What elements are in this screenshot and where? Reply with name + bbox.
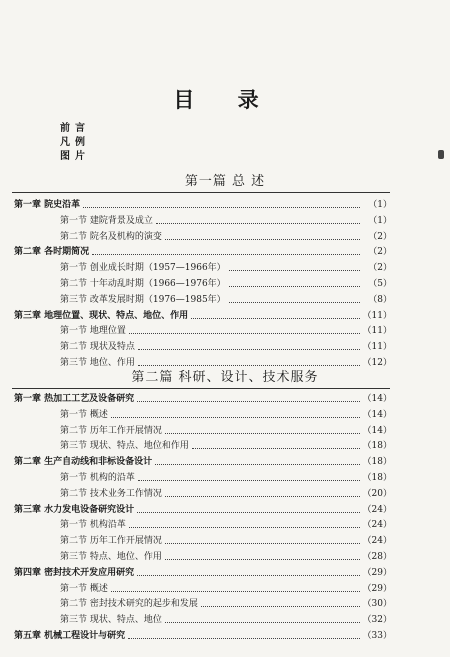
dot-leader [129, 332, 372, 334]
toc-section-row [0, 550, 450, 564]
toc-page-number: （2） [360, 230, 392, 244]
toc-page-number: （12） [360, 356, 392, 370]
toc-page-number: （18） [360, 439, 392, 453]
toc-page-number: （28） [360, 550, 392, 564]
dot-leader [129, 526, 372, 528]
dot-leader [165, 621, 372, 623]
toc-entry-label: 第三节 现状、特点、地位和作用 [60, 439, 192, 453]
dot-leader [128, 637, 372, 639]
front-matter-preface: 前言 [60, 123, 90, 134]
toc-entry-label: 第一节 概述 [60, 582, 111, 596]
toc-entry-label: 第一节 机构沿革 [60, 518, 129, 532]
toc-entry-label: 第二节 十年动乱时期（1966—1976年） [60, 277, 229, 291]
dot-leader [201, 605, 372, 607]
toc-entry-label: 第一节 地理位置 [60, 324, 129, 338]
toc-page-number: （11） [360, 340, 392, 354]
scan-mark [438, 150, 444, 159]
toc-section-row [0, 471, 450, 485]
toc-entry-label: 第五章 机械工程设计与研究 [14, 629, 128, 643]
toc-page-number: （20） [360, 487, 392, 501]
toc-page-number: （11） [360, 309, 392, 323]
dot-leader [111, 416, 372, 418]
toc-chapter-row [0, 629, 450, 643]
toc-entry-label: 第三节 现状、特点、地位 [60, 613, 165, 627]
dot-leader [165, 542, 372, 544]
dot-leader [191, 317, 372, 319]
dot-leader [165, 238, 372, 240]
toc-section-row [0, 277, 450, 291]
toc-section-row [0, 613, 450, 627]
toc-entry-label: 第三章 地理位置、现状、特点、地位、作用 [14, 309, 191, 323]
divider [12, 192, 390, 193]
toc-chapter-row [0, 392, 450, 406]
toc-section-row [0, 518, 450, 532]
toc-section-row [0, 214, 450, 228]
dot-leader [192, 447, 372, 449]
toc-page-number: （11） [360, 324, 392, 338]
toc-section-row [0, 424, 450, 438]
toc-section-row [0, 597, 450, 611]
toc-chapter-row [0, 566, 450, 580]
dot-leader [229, 285, 372, 287]
front-matter-conventions: 凡例 [60, 137, 90, 148]
dot-leader [165, 495, 372, 497]
toc-entry-label: 第二节 历年工作开展情况 [60, 534, 165, 548]
toc-section-row [0, 582, 450, 596]
toc-chapter-row [0, 455, 450, 469]
toc-page-number: （30） [360, 597, 392, 611]
page-title: 目 录 [173, 87, 277, 112]
toc-entry-label: 第一章 院史沿革 [14, 198, 83, 212]
toc-page-number: （33） [360, 629, 392, 643]
toc-page-number: （32） [360, 613, 392, 627]
toc-chapter-row [0, 245, 450, 259]
dot-leader [83, 206, 372, 208]
toc-section-row [0, 356, 450, 370]
part-heading-2: 第二篇 科研、设计、技术服务 [131, 370, 319, 385]
toc-section-row [0, 487, 450, 501]
dot-leader [155, 463, 372, 465]
dot-leader [138, 364, 372, 366]
dot-leader [156, 222, 372, 224]
toc-entry-label: 第三节 地位、作用 [60, 356, 138, 370]
toc-page-number: （29） [360, 566, 392, 580]
dot-leader [138, 479, 372, 481]
dot-leader [137, 574, 372, 576]
toc-entry-label: 第一章 热加工工艺及设备研究 [14, 392, 137, 406]
divider [12, 388, 390, 389]
toc-entry-label: 第四章 密封技术开发应用研究 [14, 566, 137, 580]
toc-section-row [0, 293, 450, 307]
toc-page-number: （14） [360, 392, 392, 406]
dot-leader [165, 558, 372, 560]
toc-page-number: （14） [360, 408, 392, 422]
toc-section-row [0, 324, 450, 338]
dot-leader [229, 269, 372, 271]
toc-page-number: （24） [360, 518, 392, 532]
dot-leader [137, 511, 372, 513]
toc-entry-label: 第二节 技术业务工作情况 [60, 487, 165, 501]
toc-entry-label: 第一节 概述 [60, 408, 111, 422]
toc-page-number: （8） [360, 293, 392, 307]
toc-entry-label: 第二章 生产自动线和非标设备设计 [14, 455, 155, 469]
toc-entry-label: 第一节 建院背景及成立 [60, 214, 156, 228]
toc-entry-label: 第二节 密封技术研究的起步和发展 [60, 597, 201, 611]
toc-section-row [0, 230, 450, 244]
toc-page-number: （18） [360, 455, 392, 469]
toc-entry-label: 第三节 特点、地位、作用 [60, 550, 165, 564]
front-matter-images: 图片 [60, 151, 90, 162]
dot-leader [111, 590, 372, 592]
toc-page-number: （18） [360, 471, 392, 485]
toc-entry-label: 第二节 院名及机构的演变 [60, 230, 165, 244]
toc-page-number: （24） [360, 534, 392, 548]
toc-page-number: （2） [360, 261, 392, 275]
toc-page-number: （5） [360, 277, 392, 291]
toc-entry-label: 第二节 现状及特点 [60, 340, 138, 354]
toc-entry-label: 第二节 历年工作开展情况 [60, 424, 165, 438]
dot-leader [165, 432, 372, 434]
toc-page-number: （14） [360, 424, 392, 438]
toc-page-number: （2） [360, 245, 392, 259]
toc-section-row [0, 340, 450, 354]
toc-page-number: （1） [360, 198, 392, 212]
toc-page-number: （24） [360, 503, 392, 517]
toc-section-row [0, 439, 450, 453]
toc-section-row [0, 534, 450, 548]
toc-section-row [0, 261, 450, 275]
dot-leader [138, 348, 372, 350]
toc-chapter-row [0, 198, 450, 212]
part-heading-1: 第一篇 总 述 [184, 174, 266, 189]
dot-leader [137, 400, 372, 402]
toc-chapter-row [0, 503, 450, 517]
toc-chapter-row [0, 309, 450, 323]
toc-entry-label: 第三章 水力发电设备研究设计 [14, 503, 137, 517]
toc-entry-label: 第三节 改革发展时期（1976—1985年） [60, 293, 229, 307]
toc-entry-label: 第一节 创业成长时期（1957—1966年） [60, 261, 229, 275]
toc-page-number: （29） [360, 582, 392, 596]
toc-entry-label: 第二章 各时期简况 [14, 245, 92, 259]
toc-section-row [0, 408, 450, 422]
toc-entry-label: 第一节 机构的沿革 [60, 471, 138, 485]
toc-page-number: （1） [360, 214, 392, 228]
dot-leader [229, 301, 372, 303]
dot-leader [92, 253, 372, 255]
